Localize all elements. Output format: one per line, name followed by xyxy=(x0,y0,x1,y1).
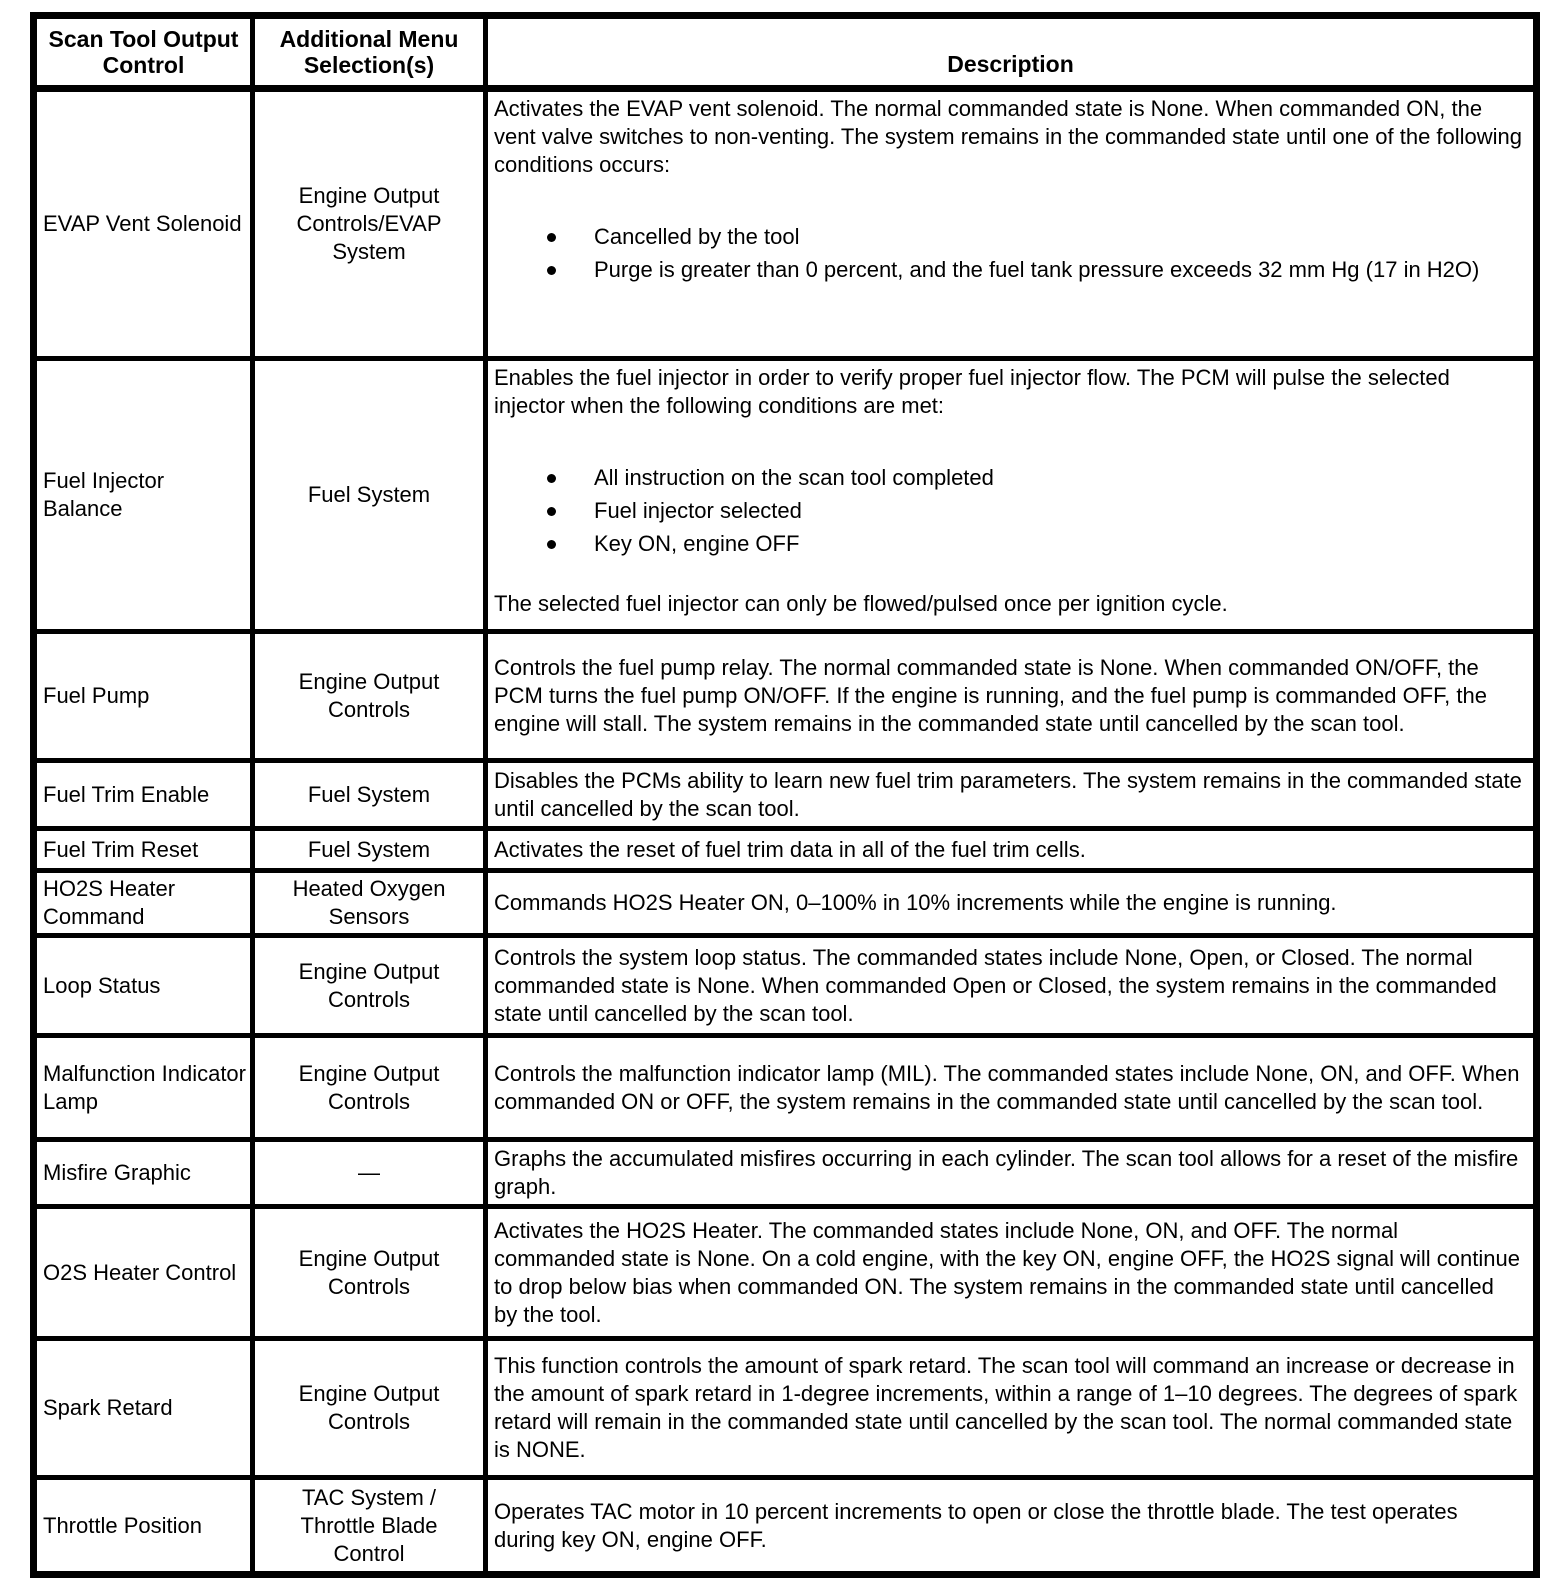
description-text: Enables the fuel injector in order to verify proper fuel injector flow. The PCM will pulse the selected injector when the following conditions are met: xyxy=(494,365,1450,418)
menu-selection-cell: TAC System / Throttle Blade Control xyxy=(253,1478,486,1575)
description-text: Commands HO2S Heater ON, 0–100% in 10% increments while the engine is running. xyxy=(494,890,1337,915)
menu-selection-cell: Fuel System xyxy=(253,359,486,632)
control-cell: HO2S Heater Command xyxy=(34,871,253,936)
menu-selection-cell: Engine Output Controls xyxy=(253,632,486,761)
menu-selection-cell: Fuel System xyxy=(253,829,486,871)
bullet-item: Cancelled by the tool xyxy=(594,223,1523,251)
description-text: Controls the system loop status. The commanded states include None, Open, or Closed. The normal commanded state is None. When commanded Open or Closed, the system remains in the commanded state until cancelled by the scan tool. xyxy=(494,944,1497,1026)
description-cell xyxy=(486,89,1537,359)
description-text: Disables the PCMs ability to learn new fuel trim parameters. The system remains in the commanded state until cancelled by the scan tool. xyxy=(494,767,1522,821)
description-text: Activates the reset of fuel trim data in all of the fuel trim cells. xyxy=(494,836,1086,862)
control-cell: O2S Heater Control xyxy=(34,1207,253,1339)
description-cell xyxy=(486,359,1537,632)
column-header-scan-tool-output-control: Scan Tool Output Control xyxy=(34,16,253,89)
menu-selection-cell: Engine Output Controls xyxy=(253,936,486,1036)
table-row xyxy=(34,1339,1537,1478)
control-cell: Spark Retard xyxy=(34,1339,253,1478)
table-row xyxy=(34,829,1537,871)
menu-selection-cell: Fuel System xyxy=(253,761,486,829)
description-cell xyxy=(486,871,1537,936)
table-row xyxy=(34,761,1537,829)
menu-selection-cell: Engine Output Controls/EVAP System xyxy=(253,89,486,359)
control-cell: Loop Status xyxy=(34,936,253,1036)
table-body xyxy=(34,89,1537,1575)
menu-selection-cell: — xyxy=(253,1140,486,1207)
bullet-item: Key ON, engine OFF xyxy=(594,530,1523,558)
description-note: The selected fuel injector can only be flowed/pulsed once per ignition cycle. xyxy=(494,591,1228,616)
description-text: Controls the fuel pump relay. The normal commanded state is None. When commanded ON/OFF, the PCM turns the fuel pump ON/OFF. If the engine is running, and the fuel pump is commanded OFF, the engine will stall. The system remains in the commanded state until cancelled by the scan tool. xyxy=(494,655,1487,736)
description-text: Operates TAC motor in 10 percent increments to open or close the throttle blade. The test operates during key ON, engine OFF. xyxy=(494,1498,1458,1552)
menu-selection-cell: Engine Output Controls xyxy=(253,1036,486,1140)
table-row xyxy=(34,89,1537,359)
description-cell xyxy=(486,761,1537,829)
table-row xyxy=(34,1036,1537,1140)
menu-selection-cell: Heated Oxygen Sensors xyxy=(253,871,486,936)
description-text: Graphs the accumulated misfires occurring in each cylinder. The scan tool allows for a reset of the misfire graph. xyxy=(494,1146,1519,1199)
description-cell xyxy=(486,1036,1537,1140)
table-row xyxy=(34,871,1537,936)
menu-selection-cell: Engine Output Controls xyxy=(253,1207,486,1339)
description-cell xyxy=(486,632,1537,761)
table-row xyxy=(34,1478,1537,1575)
description-text: This function controls the amount of spark retard. The scan tool will command an increase or decrease in the amount of spark retard in 1-degree increments, within a range of 1–10 degrees. The degrees of spark retard will remain in the commanded state until cancelled by the scan tool. The normal commanded state is NONE. xyxy=(494,1353,1518,1462)
description-cell xyxy=(486,1339,1537,1478)
description-cell xyxy=(486,829,1537,871)
table-header xyxy=(34,16,1537,89)
table-row xyxy=(34,632,1537,761)
header-row xyxy=(34,16,1537,89)
bullet-item: Purge is greater than 0 percent, and the fuel tank pressure exceeds 32 mm Hg (17 in H2O) xyxy=(594,256,1523,284)
description-text: Activates the HO2S Heater. The commanded states include None, ON, and OFF. The normal commanded state is None. On a cold engine, with the key ON, engine OFF, the HO2S signal will continue to drop below bias when commanded ON. The system remains in the commanded state until cancelled by the tool. xyxy=(494,1217,1520,1327)
control-cell: Malfunction Indicator Lamp xyxy=(34,1036,253,1140)
table-row xyxy=(34,1140,1537,1207)
menu-selection-cell: Engine Output Controls xyxy=(253,1339,486,1478)
description-cell xyxy=(486,936,1537,1036)
bullet-list xyxy=(494,464,1523,558)
description-cell xyxy=(486,1478,1537,1575)
control-cell: Fuel Trim Enable xyxy=(34,761,253,829)
control-cell: Throttle Position xyxy=(34,1478,253,1575)
description-text: Controls the malfunction indicator lamp (MIL). The commanded states include None, ON, and OFF. When commanded ON or OFF, the system remains in the commanded state until cancelled by the scan tool. xyxy=(494,1060,1520,1114)
table-row xyxy=(34,359,1537,632)
control-cell: EVAP Vent Solenoid xyxy=(34,89,253,359)
bullet-item: All instruction on the scan tool completed xyxy=(594,464,1523,492)
column-header-description: Description xyxy=(486,16,1537,89)
description-text: Activates the EVAP vent solenoid. The normal commanded state is None. When commanded ON, the vent valve switches to non-venting. The system remains in the commanded state until one of the following conditions occurs: xyxy=(494,96,1523,177)
control-cell: Fuel Injector Balance xyxy=(34,359,253,632)
description-cell xyxy=(486,1140,1537,1207)
description-cell xyxy=(486,1207,1537,1339)
column-header-additional-menu-selections: Additional Menu Selection(s) xyxy=(253,16,486,89)
bullet-item: Fuel injector selected xyxy=(594,497,1523,525)
table-row xyxy=(34,936,1537,1036)
table-row xyxy=(34,1207,1537,1339)
bullet-list xyxy=(494,223,1523,284)
scan-tool-output-controls-table xyxy=(30,12,1540,1578)
control-cell: Fuel Pump xyxy=(34,632,253,761)
control-cell: Fuel Trim Reset xyxy=(34,829,253,871)
control-cell: Misfire Graphic xyxy=(34,1140,253,1207)
